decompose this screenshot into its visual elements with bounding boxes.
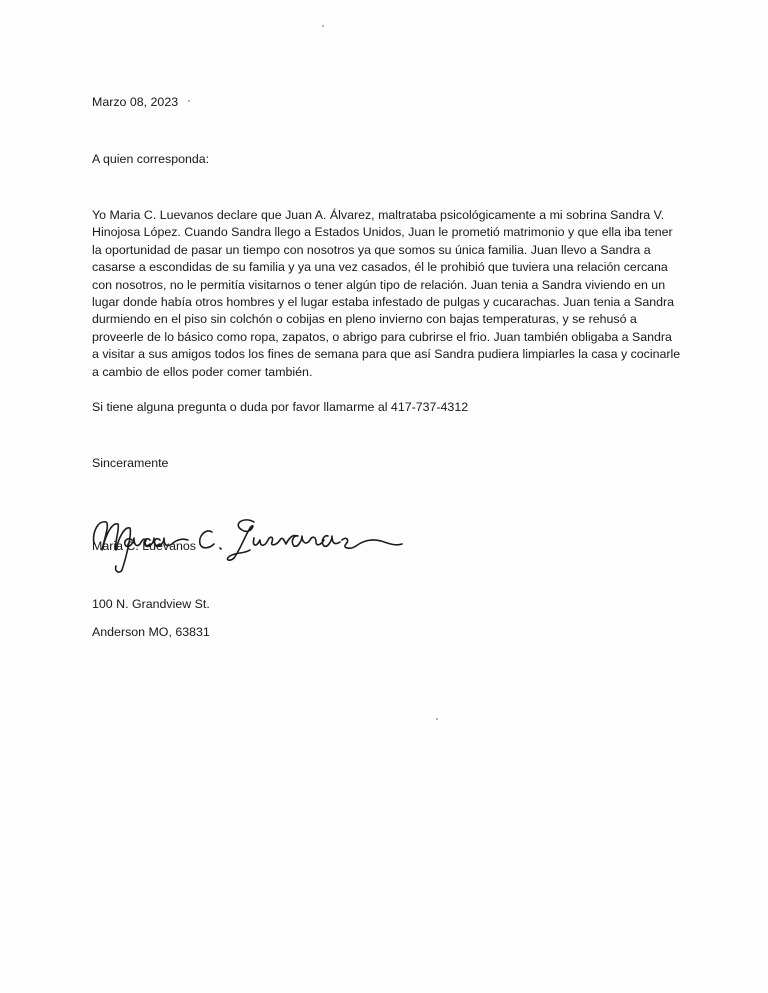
body-line: con nosotros, no le permitía visitarnos o tener algún tipo de relación. Juan tenia a Sandra viviendo en un: [92, 277, 666, 292]
scan-speck: [436, 718, 438, 720]
handwritten-signature: [84, 510, 424, 580]
body-line: durmiendo en el piso sin colchón o cobijas en pleno invierno con bajas temperaturas, y se rehusó a: [92, 312, 637, 327]
contact-line: Si tiene alguna pregunta o duda por favor llamarme al 417-737-4312: [92, 400, 469, 414]
letter-closing: Sinceramente: [92, 456, 169, 470]
body-line: a cambio de ellos poder comer también.: [92, 364, 313, 379]
address-line-2: Anderson MO, 63831: [92, 625, 210, 639]
letter-body: [92, 207, 702, 381]
body-line: a visitar a sus amigos todos los fines de semana para que así Sandra pudiera limpiarles la casa y cocinarle: [92, 347, 681, 362]
body-line: Yo Maria C. Luevanos declare que Juan A. Álvarez, maltrataba psicológicamente a mi sobrina Sandra V.: [92, 208, 665, 222]
scan-speck: [188, 100, 190, 102]
body-line: la oportunidad de pasar un tiempo con nosotros ya que somos su única familia. Juan llevo a Sandra a: [92, 242, 651, 257]
body-line: casarse a escondidas de su familia y ya una vez casados, él le prohibió que tuviera una relación cercana: [92, 260, 668, 275]
signature-name: Maria C. Luevanos: [92, 539, 196, 553]
body-line: proveerle de lo básico como ropa, zapatos, o abrigo para cubrirse el frio. Juan también obligaba a Sandra: [92, 329, 672, 344]
signature-block: [84, 510, 424, 580]
letter-salutation: A quien corresponda:: [92, 152, 210, 166]
letter-date: Marzo 08, 2023: [92, 95, 179, 109]
scan-speck: [322, 25, 324, 27]
body-line: Hinojosa López. Cuando Sandra llego a Estados Unidos, Juan le prometió matrimonio y que ella iba tener: [92, 225, 673, 240]
address-line-1: 100 N. Grandview St.: [92, 597, 210, 611]
body-line: lugar donde había otros hombres y el lugar estaba infestado de pulgas y cucarachas. Juan tenia a Sandra: [92, 295, 675, 310]
